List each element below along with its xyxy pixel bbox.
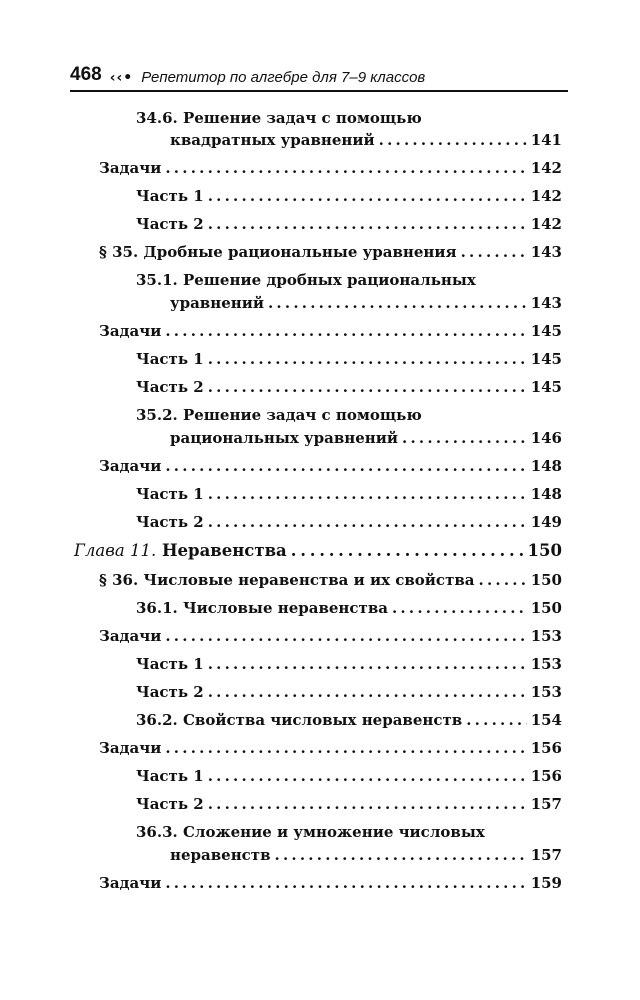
toc-entry-text: Часть 1 — [136, 187, 204, 205]
leader-dots — [208, 347, 527, 371]
toc-entry — [170, 426, 562, 450]
toc-entry — [136, 820, 485, 844]
toc-entry — [99, 319, 562, 343]
toc-entry-page: 154 — [530, 711, 562, 729]
toc-entry-page: 150 — [527, 541, 562, 560]
toc-entry — [136, 268, 476, 292]
toc-entry-page: 145 — [530, 350, 562, 368]
toc-entry — [136, 510, 562, 534]
toc-entry — [136, 347, 562, 371]
toc-entry-text: Задачи — [99, 627, 162, 645]
toc-entry — [170, 128, 562, 152]
toc-entry — [136, 652, 562, 676]
toc-entry-text: § 36. Числовые неравенства и их свойства — [99, 571, 475, 589]
toc-entry — [136, 708, 562, 732]
chapter-title: Неравенства — [161, 541, 287, 560]
leader-dots — [208, 375, 527, 399]
leader-dots — [208, 510, 527, 534]
toc-entry — [136, 764, 562, 788]
toc-entry-page: 141 — [530, 131, 562, 149]
leader-dots — [379, 128, 527, 152]
leader-dots — [165, 156, 526, 180]
toc-entry-text: § 35. Дробные рациональные уравнения — [99, 243, 457, 261]
leader-dots — [208, 184, 527, 208]
toc-entry-page: 142 — [530, 159, 562, 177]
leader-dots — [208, 792, 527, 816]
toc-entry — [99, 240, 562, 264]
toc-entry-text: Задачи — [99, 874, 162, 892]
toc-entry-text: Часть 1 — [136, 767, 204, 785]
toc-entry-text: 34.6. Решение задач с помощью — [136, 109, 422, 127]
header-ornament: ‹‹• — [109, 70, 134, 86]
leader-dots — [208, 652, 527, 676]
toc-entry-page: 159 — [530, 874, 562, 892]
leader-dots — [208, 764, 527, 788]
toc-entry-text: квадратных уравнений — [170, 131, 375, 149]
toc-entry-page: 142 — [530, 187, 562, 205]
toc-entry-text: Часть 2 — [136, 215, 204, 233]
toc-entry-page: 157 — [530, 795, 562, 813]
toc-chapter-text — [74, 539, 287, 563]
toc-entry-page: 153 — [530, 655, 562, 673]
toc-entry — [99, 624, 562, 648]
toc-entry — [170, 291, 562, 315]
toc-entry-text: Часть 1 — [136, 350, 204, 368]
toc-entry-text: неравенств — [170, 846, 271, 864]
toc-entry-page: 157 — [530, 846, 562, 864]
toc-entry-page: 143 — [530, 243, 562, 261]
page-header — [70, 62, 568, 92]
leader-dots — [165, 319, 526, 343]
leader-dots — [208, 482, 527, 506]
toc-entry-page: 146 — [530, 429, 562, 447]
leader-dots — [402, 426, 527, 450]
toc-entry — [136, 596, 562, 620]
leader-dots — [275, 843, 527, 867]
toc-entry-text: Часть 2 — [136, 795, 204, 813]
leader-dots — [208, 680, 527, 704]
leader-dots — [208, 212, 527, 236]
toc-entry-page: 142 — [530, 215, 562, 233]
toc-entry — [99, 736, 562, 760]
leader-dots — [165, 736, 526, 760]
leader-dots — [165, 454, 526, 478]
toc-entry — [136, 680, 562, 704]
toc-entry-page: 153 — [530, 627, 562, 645]
toc-entry-page: 150 — [530, 571, 562, 589]
toc-entry-text: Часть 2 — [136, 513, 204, 531]
toc-entry-page: 145 — [530, 378, 562, 396]
toc-entry — [99, 156, 562, 180]
toc-entry — [99, 871, 562, 895]
toc-entry-text: Задачи — [99, 739, 162, 757]
running-title: Репетитор по алгебре для 7–9 классов — [141, 69, 426, 86]
toc-entry-page: 148 — [530, 457, 562, 475]
toc-entry-text: 36.3. Сложение и умножение числовых — [136, 823, 485, 841]
leader-dots — [165, 624, 526, 648]
leader-dots — [268, 291, 527, 315]
page-number: 468 — [70, 64, 102, 85]
toc-entry-page: 148 — [530, 485, 562, 503]
toc-entry-text: Часть 1 — [136, 485, 204, 503]
toc-entry-text: 36.2. Свойства числовых неравенств — [136, 711, 463, 729]
leader-dots — [461, 240, 527, 264]
leader-dots — [291, 539, 524, 563]
toc-entry — [99, 454, 562, 478]
toc-entry-text: Часть 1 — [136, 655, 204, 673]
leader-dots — [479, 568, 527, 592]
toc-entry-text: Задачи — [99, 322, 162, 340]
toc-chapter-entry — [74, 539, 562, 563]
toc-entry-page: 145 — [530, 322, 562, 340]
toc-entry-text: Задачи — [99, 457, 162, 475]
leader-dots — [165, 871, 526, 895]
toc-entry-page: 143 — [530, 294, 562, 312]
toc-entry-text: Задачи — [99, 159, 162, 177]
leader-dots — [466, 708, 526, 732]
toc-entry-text: Часть 2 — [136, 683, 204, 701]
toc-entry-text: 36.1. Числовые неравенства — [136, 599, 388, 617]
leader-dots — [392, 596, 527, 620]
toc-entry — [136, 482, 562, 506]
toc-entry — [99, 568, 562, 592]
toc-entry-page: 150 — [530, 599, 562, 617]
toc-entry-page: 156 — [530, 767, 562, 785]
toc-entry-page: 153 — [530, 683, 562, 701]
toc-entry — [136, 212, 562, 236]
toc-entry — [136, 184, 562, 208]
toc-entry — [136, 403, 422, 427]
toc-entry-text: 35.1. Решение дробных рациональных — [136, 271, 476, 289]
toc-entry-page: 149 — [530, 513, 562, 531]
toc-entry — [170, 843, 562, 867]
toc-entry-text: уравнений — [170, 294, 264, 312]
toc-entry — [136, 375, 562, 399]
toc-entry — [136, 106, 422, 130]
toc-entry — [136, 792, 562, 816]
toc-entry-text: 35.2. Решение задач с помощью — [136, 406, 422, 424]
chapter-number: Глава 11. — [74, 541, 157, 560]
toc-entry-page: 156 — [530, 739, 562, 757]
toc-entry-text: Часть 2 — [136, 378, 204, 396]
toc-entry-text: рациональных уравнений — [170, 429, 399, 447]
